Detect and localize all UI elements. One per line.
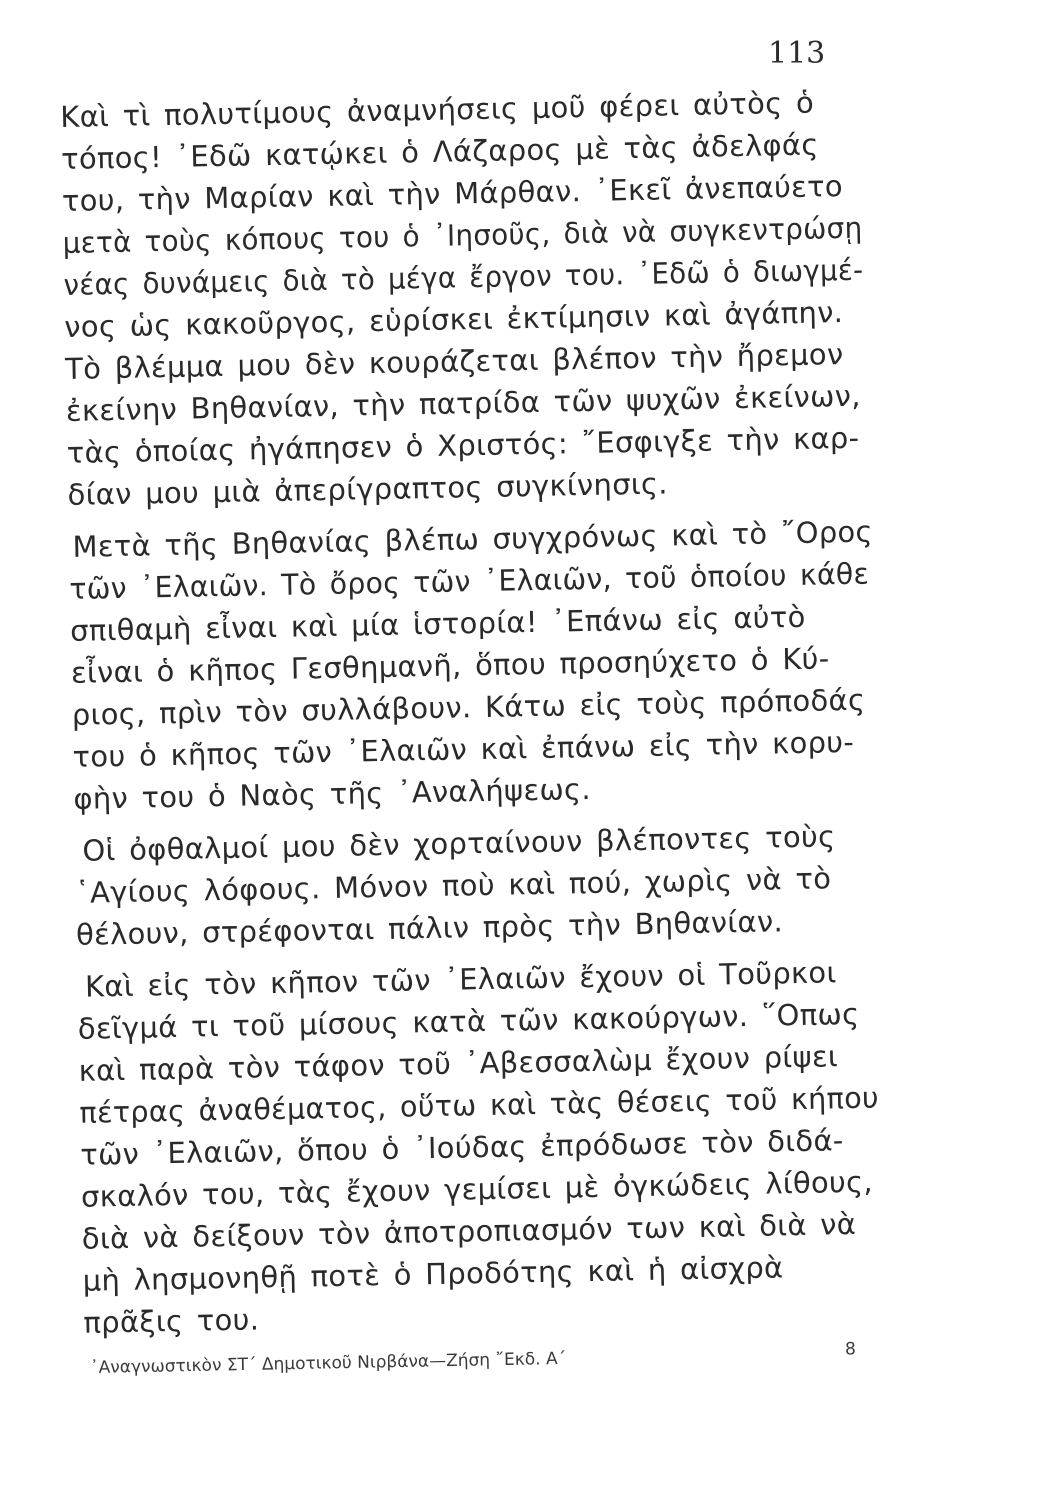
text-line-27: διὰ νὰ δείξουν τὸν ἀποτροπιασμόν των καὶ διὰ νὰ (81, 1206, 857, 1256)
text-line-2: τόπος! ᾿Εδῶ κατῴκει ὁ Λάζαρος μὲ τὰς ἀδελφάς (60, 127, 819, 176)
text-line-29: πρᾶξις του. (83, 1302, 260, 1340)
text-line-12: τῶν ᾿Ελαιῶν. Τὸ ὄρος τῶν ᾿Ελαιῶν, τοῦ ὁποίου κάθε (69, 556, 870, 606)
text-line-18: Οἱ ὀφθαλμοί μου δὲν χορταίνουν βλέποντες τοὺς (82, 819, 836, 868)
text-line-8: ἐκείνην Βηθανίαν, τὴν πατρίδα τῶν ψυχῶν ἐκείνων, (65, 378, 861, 428)
text-line-23: καὶ παρὰ τὸν τάφον τοῦ ᾿Αβεσσαλὼμ ἔχουν ρίψει (78, 1039, 839, 1088)
page-number: 113 (768, 36, 826, 71)
text-line-21: Καὶ εἰς τὸν κῆπον τῶν ᾿Ελαιῶν ἔχουν οἱ Τοῦρκοι (84, 955, 837, 1004)
text-line-9: τὰς ὁποίας ἠγάπησεν ὁ Χριστός: ῎Εσφιγξε τὴν καρ- (66, 420, 860, 470)
body-text (60, 84, 880, 1340)
text-line-4: μετὰ τοὺς κόπους του ὁ ᾿Ιησοῦς, διὰ νὰ συγκεντρώσῃ (62, 210, 863, 260)
text-line-24: πέτρας ἀναθέματος, οὕτω καὶ τὰς θέσεις τοῦ κήπου (79, 1080, 880, 1130)
text-line-28: μὴ λησμονηθῇ ποτὲ ὁ Προδότης καὶ ἡ αἰσχρὰ (82, 1250, 784, 1298)
text-line-13: σπιθαμὴ εἶναι καὶ μία ἱστορία! ᾿Επάνω εἰς αὐτὸ (69, 599, 806, 648)
text-line-6: νος ὡς κακοῦργος, εὑρίσκει ἐκτίμησιν καὶ ἀγάπην. (64, 295, 844, 344)
text-line-25: τῶν ᾿Ελαιῶν, ὅπου ὁ ᾿Ιούδας ἐπρόδωσε τὸν διδά- (79, 1123, 844, 1172)
text-line-17: φὴν του ὁ Ναὸς τῆς ᾿Αναλήψεως. (73, 771, 592, 816)
text-line-1: Καὶ τὶ πολυτίμους ἀναμνήσεις μοῦ φέρει αὐτὸς ὁ (60, 85, 815, 134)
text-line-15: ριος, πρὶν τὸν συλλάβουν. Κάτω εἰς τοὺς πρόποδάς (71, 682, 866, 732)
sheet-number: 8 (844, 1339, 856, 1360)
text-line-16: του ὁ κῆπος τῶν ᾿Ελαιῶν καὶ ἐπάνω εἰς τὴν κορυ- (72, 724, 855, 774)
text-line-20: θέλουν, στρέφονται πάλιν πρὸς τὴν Βηθανίαν. (75, 904, 784, 952)
text-line-14: εἶναι ὁ κῆπος Γεσθημανῆ, ὅπου προσηύχετο ὁ Κύ- (70, 641, 830, 690)
text-line-10: δίαν μου μιὰ ἀπερίγραπτος συγκίνησις. (67, 466, 669, 512)
text-line-19: ῾Αγίους λόφους. Μόνον ποὺ καὶ πού, χωρὶς νὰ τὸ (74, 861, 832, 910)
text-line-3: του, τὴν Μαρίαν καὶ τὴν Μάρθαν. ᾿Εκεῖ ἀνεπαύετο (61, 168, 844, 218)
text-line-26: σκαλόν του, τὰς ἔχουν γεμίσει μὲ ὀγκώδεις λίθους, (80, 1164, 874, 1214)
footer-caption: ᾿Αναγνωστικὸν ΣΤ´ Δημοτικοῦ Νιρβάνα—Ζήση ῎Εκδ. Α´ (90, 1348, 567, 1378)
text-line-5: νέας δυνάμεις διὰ τὸ μέγα ἔργον του. ᾿Εδῶ ὁ διωγμέ- (63, 252, 864, 302)
text-line-7: Τὸ βλέμμα μου δὲν κουράζεται βλέπον τὴν ἤρεμον (64, 337, 844, 386)
footer (90, 1339, 870, 1378)
text-line-22: δεῖγμά τι τοῦ μίσους κατὰ τῶν κακούργων. ῞Οπως (77, 996, 860, 1046)
text-line-11: Μετὰ τῆς Βηθανίας βλέπω συγχρόνως καὶ τὸ ῎Ορος (72, 514, 874, 564)
